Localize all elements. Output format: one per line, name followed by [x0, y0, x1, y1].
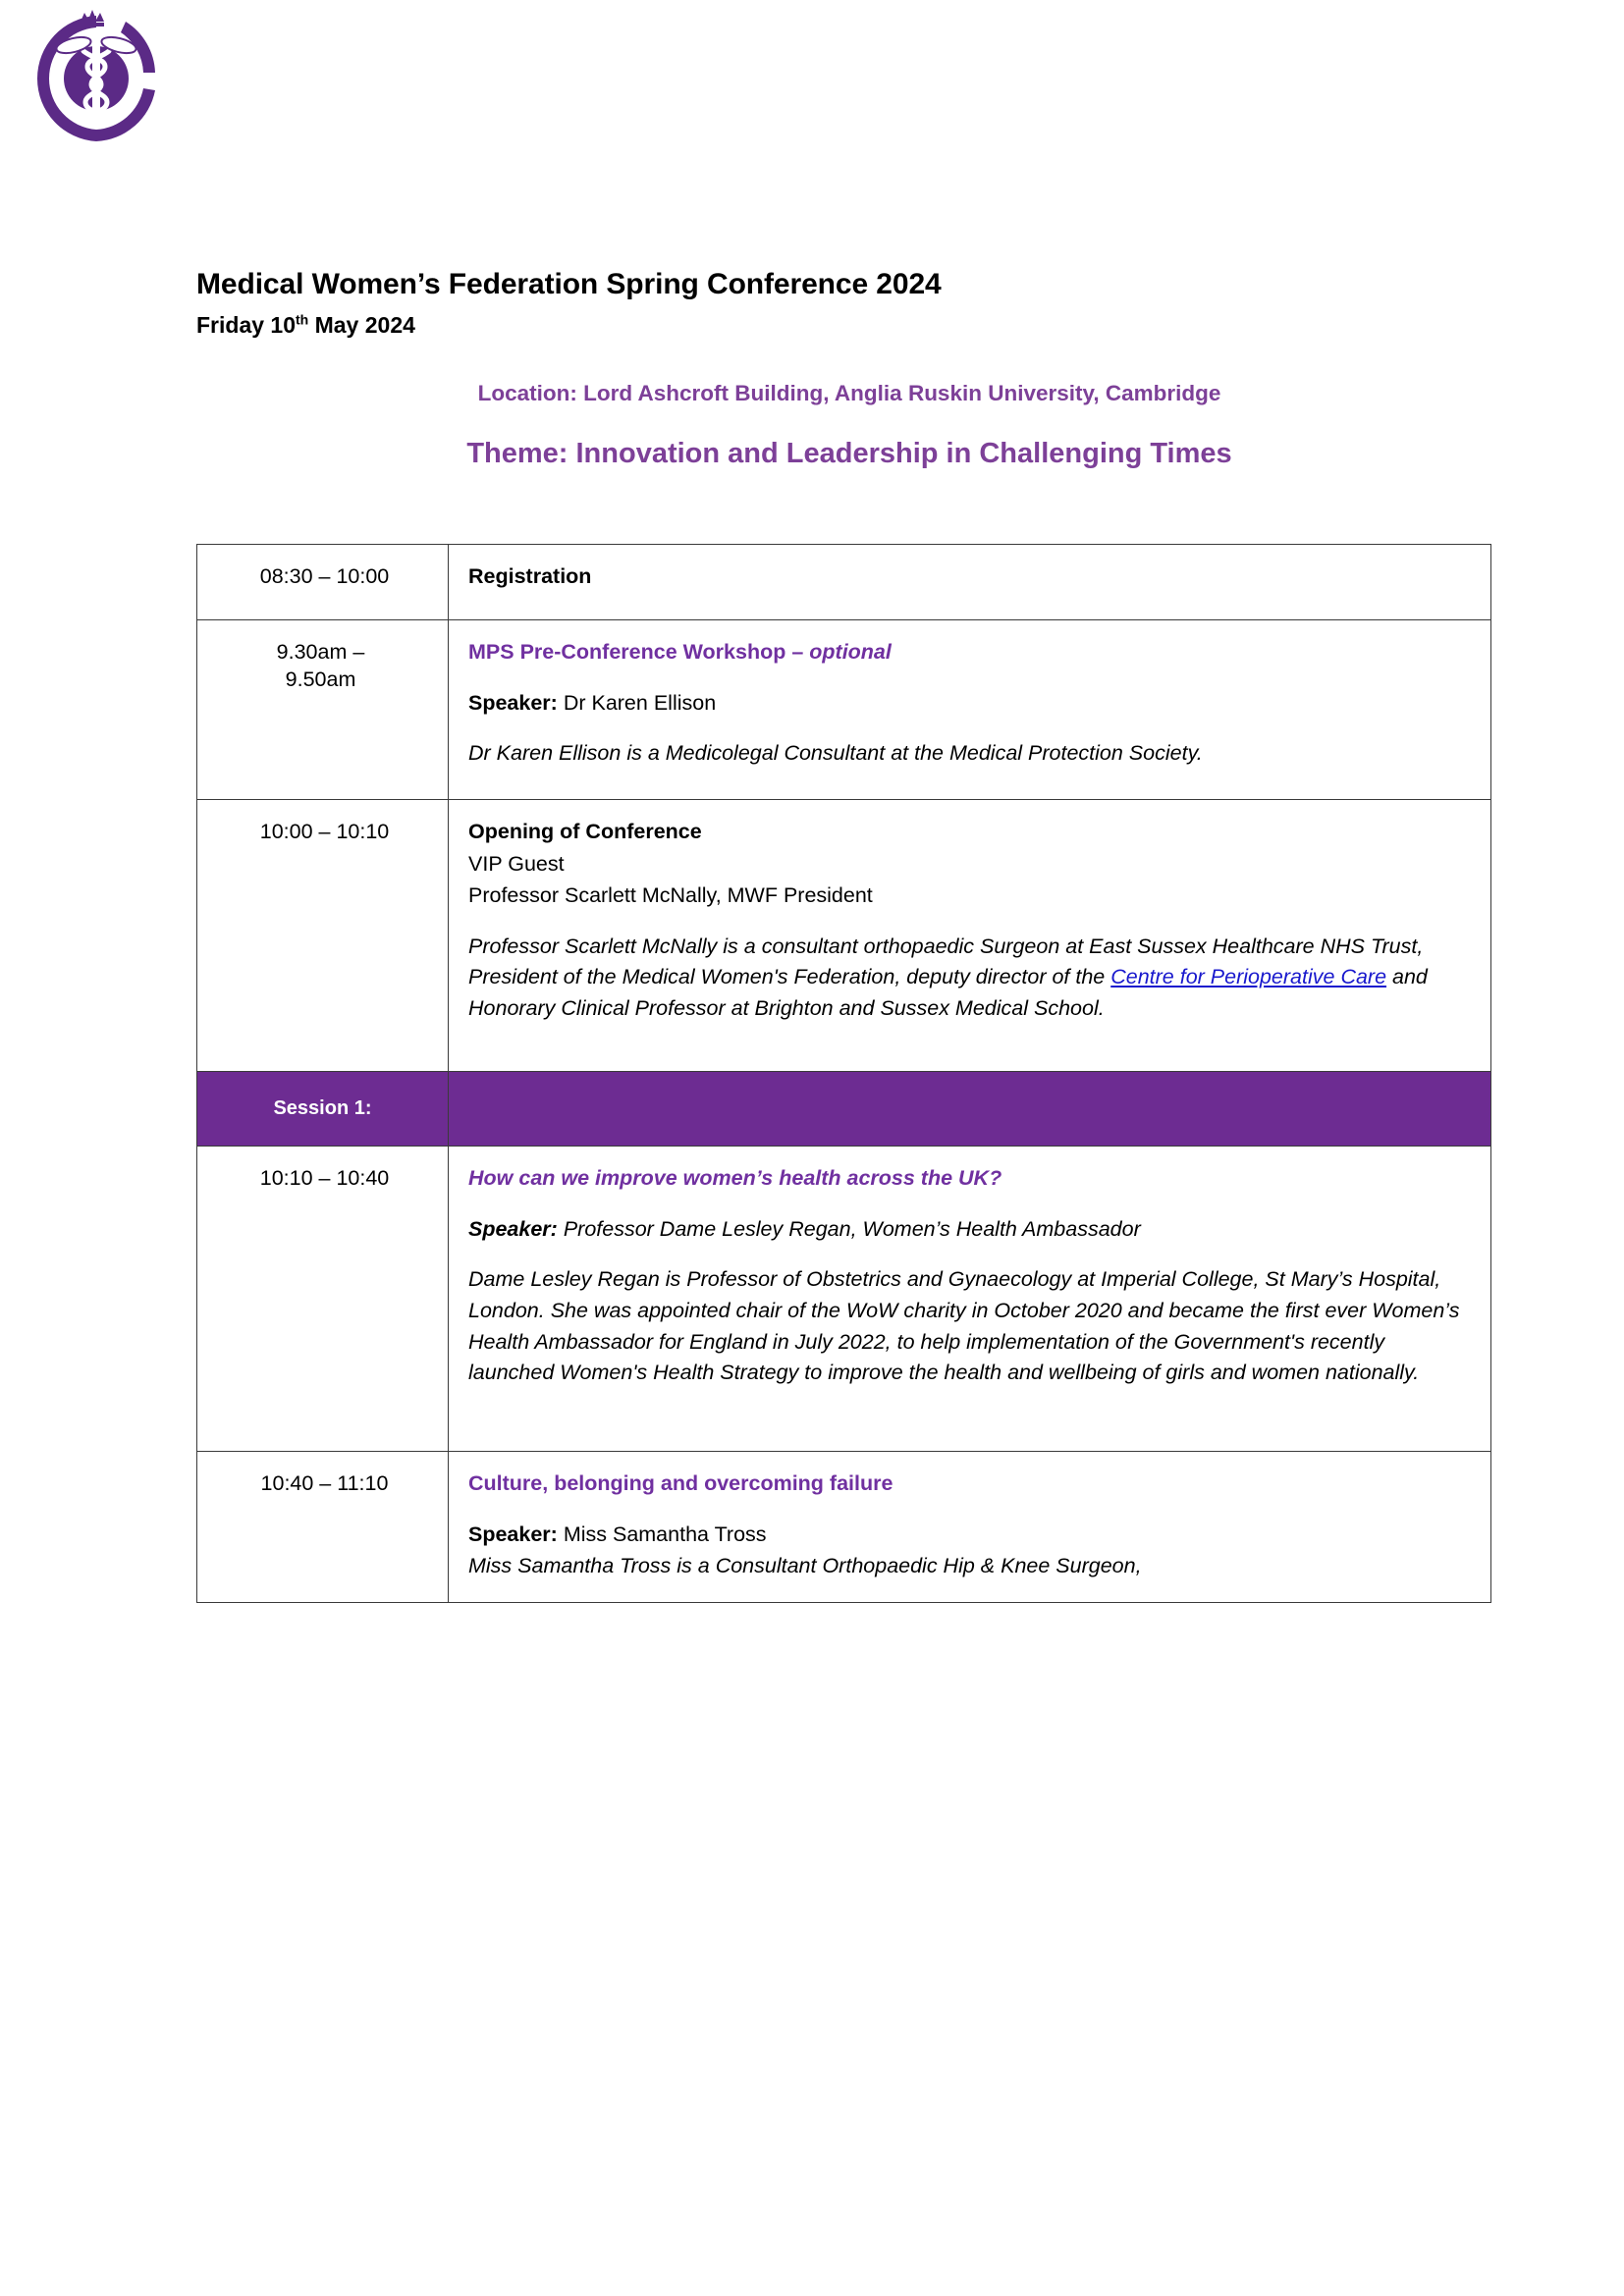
table-row	[197, 1452, 1491, 1603]
mps-title-optional: optional	[809, 640, 892, 664]
opening-vip-guest: VIP Guest	[468, 851, 565, 876]
opening-vip-name: Professor Scarlett McNally, MWF President	[468, 883, 873, 908]
opening-bio-part2: and Honorary Clinical Professor at Brighton and Sussex Medical School.	[468, 965, 1428, 1021]
regan-speaker-line	[468, 1214, 1469, 1245]
regan-time: 10:10 – 10:40	[259, 1166, 390, 1190]
mwf-logo	[29, 8, 187, 155]
time-cell	[197, 1147, 449, 1452]
mps-time-line1: 9.30am –	[276, 640, 365, 664]
session-banner-empty	[449, 1072, 1490, 1141]
mps-time	[197, 620, 448, 712]
centre-for-perioperative-care-link[interactable]: Centre for Perioperative Care	[1110, 965, 1387, 989]
table-row	[197, 620, 1491, 800]
registration-title: Registration	[468, 564, 592, 588]
time-cell	[197, 800, 449, 1072]
mps-speaker-name: Dr Karen Ellison	[557, 690, 717, 715]
mps-bio: Dr Karen Ellison is a Medicolegal Consultant at the Medical Protection Society.	[468, 741, 1203, 766]
conference-location: Location: Lord Ashcroft Building, Anglia Ruskin University, Cambridge	[477, 381, 1221, 406]
opening-bio-part1: Professor Scarlett McNally is a consultant orthopaedic Surgeon at East Sussex Healthcare NHS Trust, President of the Medical Women's Federation, deputy director of the	[468, 934, 1424, 989]
date-prefix: Friday 10	[196, 311, 296, 338]
table-row	[197, 1147, 1491, 1452]
table-row	[197, 800, 1491, 1072]
content-cell	[449, 545, 1491, 620]
content-cell	[449, 800, 1491, 1072]
mps-time-line2: 9.50am	[285, 667, 356, 692]
tross-speaker-name: Miss Samantha Tross	[557, 1522, 767, 1546]
mps-speaker-label: Speaker:	[468, 690, 558, 715]
time-cell	[197, 545, 449, 620]
table-row	[197, 545, 1491, 620]
conference-theme: Theme: Innovation and Leadership in Challenging Times	[466, 437, 1232, 469]
session-label-cell	[197, 1072, 449, 1147]
time-cell	[197, 620, 449, 800]
page-title: Medical Women’s Federation Spring Conference 2024	[196, 268, 942, 300]
session-header-row	[197, 1072, 1491, 1147]
tross-time: 10:40 – 11:10	[260, 1471, 389, 1495]
tross-speaker-label: Speaker:	[468, 1522, 558, 1546]
opening-bio	[468, 932, 1469, 1025]
tross-speaker-line	[468, 1520, 1469, 1550]
regan-bio: Dame Lesley Regan is Professor of Obstetrics and Gynaecology at Imperial College, St Mary’s Hospital, London. She was appointed chair of the WoW charity in October 2020 and became the first ever Women’s Health Ambassador for England in July 2022, to help implementation of the Government's recently launched Women's Health Strategy to improve the health and wellbeing of girls and women nationally.	[468, 1267, 1460, 1385]
content-cell	[449, 1452, 1491, 1603]
date-ordinal-suffix: th	[296, 310, 309, 327]
registration-time: 08:30 – 10:00	[259, 564, 390, 588]
content-cell	[449, 620, 1491, 800]
mps-speaker-line	[468, 688, 1469, 719]
session-banner-cell	[449, 1072, 1491, 1147]
regan-title: How can we improve women’s health across the UK?	[468, 1166, 1002, 1190]
session-1-label: Session 1:	[273, 1097, 372, 1119]
conference-date	[196, 311, 1502, 341]
opening-title: Opening of Conference	[468, 820, 702, 843]
regan-speaker-name: Professor Dame Lesley Regan, Women’s Health Ambassador	[557, 1216, 1141, 1241]
agenda-table	[196, 544, 1491, 1603]
tross-title: Culture, belonging and overcoming failure	[468, 1471, 893, 1495]
header-block	[196, 267, 1502, 472]
date-suffix: May 2024	[308, 311, 415, 338]
mps-title-line	[468, 637, 1469, 667]
opening-time: 10:00 – 10:10	[259, 820, 390, 843]
tross-bio: Miss Samantha Tross is a Consultant Orthopaedic Hip & Knee Surgeon,	[468, 1554, 1142, 1578]
regan-speaker-label: Speaker:	[468, 1216, 558, 1241]
time-cell	[197, 1452, 449, 1603]
mps-title: MPS Pre-Conference Workshop –	[468, 640, 810, 664]
content-cell	[449, 1147, 1491, 1452]
